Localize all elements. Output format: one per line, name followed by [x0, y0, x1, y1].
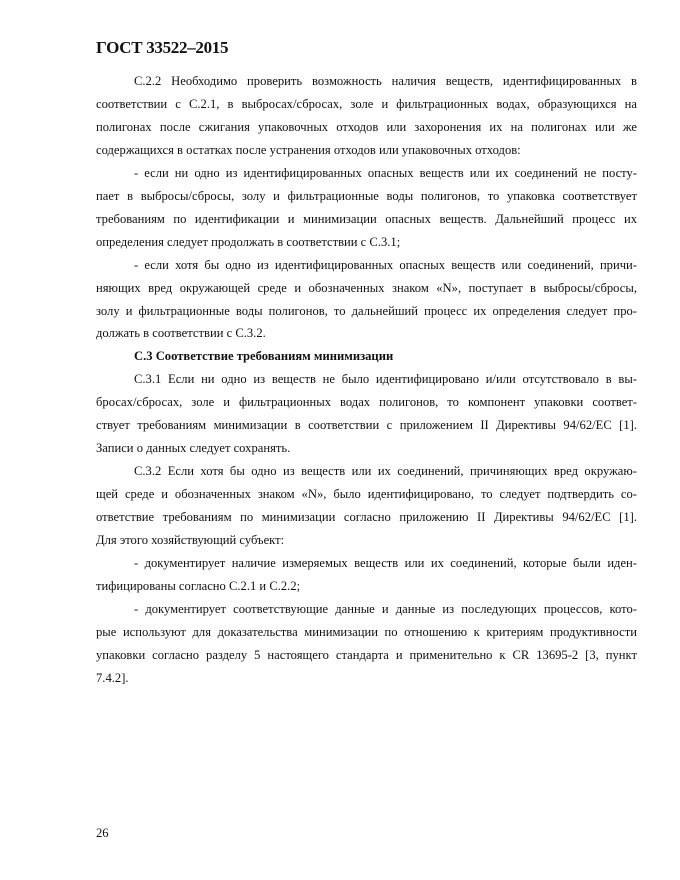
text-line: содержащихся в остатках после устранения отходов или упаковочных отходов: — [96, 142, 521, 157]
text-line: 7.4.2]. — [96, 670, 129, 685]
section-heading: С.3 Соответствие требованиям минимизации — [134, 349, 394, 364]
text-line: ответствие требованиям по минимизации согласно приложению II Директивы 94/62/ЕС [1]. — [96, 510, 637, 525]
text-line: соответствии с С.2.1, в выбросах/сбросах, золе и фильтрационных водах, образующихся на — [96, 96, 637, 111]
text-line: - если ни одно из идентифицированных опасных веществ или их соединений не посту- — [134, 165, 637, 180]
text-line: Записи о данных следует сохранять. — [96, 441, 291, 456]
text-line: полигонах после сжигания упаковочных отходов или захоронения их на полигонах или же — [96, 119, 637, 134]
document-body — [96, 70, 637, 690]
text-line: золу и фильтрационные воды полигонов, то дальнейший процесс их определения следует про- — [96, 303, 637, 318]
text-line: С.2.2 Необходимо проверить возможность наличия веществ, идентифицированных в — [134, 74, 637, 88]
document-header: ГОСТ 33522–2015 — [96, 38, 229, 57]
text-line: требованиям по идентификации и минимизации опасных веществ. Дальнейший процесс их — [96, 211, 637, 226]
text-line: щей среде и обозначенных знаком «N», было идентифицировано, то следует подтвердить со- — [96, 487, 637, 502]
text-line: С.3.2 Если хотя бы одно из веществ или их соединений, причиняющих вред окружаю- — [134, 464, 637, 479]
text-line: рые используют для доказательства минимизации по отношению к критериям продуктивности — [96, 624, 637, 639]
text-line: - документирует соответствующие данные и данные из последующих процессов, кото- — [134, 601, 637, 616]
text-line: С.3.1 Если ни одно из веществ не было идентифицировано и/или отсутствовало в вы- — [134, 372, 637, 387]
text-line: - если хотя бы одно из идентифицированных опасных веществ или соединений, причи- — [134, 257, 637, 272]
text-line: бросах/сбросах, золе и фильтрационных водах полигонов, то компонент упаковки соответ- — [96, 395, 637, 410]
text-line: пает в выбросы/сбросы, золу и фильтрационные воды полигонов, то упаковка соответствует — [96, 188, 637, 203]
text-line: няющих вред окружающей среде и обозначенных знаком «N», поступает в выбросы/сбросы, — [96, 280, 637, 295]
text-line: тифицированы согласно С.2.1 и С.2.2; — [96, 578, 301, 593]
text-line: должать в соответствии с С.3.2. — [96, 326, 266, 341]
text-line: - документирует наличие измеряемых веществ или их соединений, которые были иден- — [134, 556, 637, 571]
page-number: 26 — [96, 826, 109, 840]
text-line: определения следует продолжать в соответствии с С.3.1; — [96, 234, 401, 249]
text-line: Для этого хозяйствующий субъект: — [96, 533, 285, 548]
text-line: ствует требованиям минимизации в соответствии с приложением II Директивы 94/62/ЕС [1]. — [96, 418, 637, 433]
text-line: упаковки согласно разделу 5 настоящего стандарта и применительно к CR 13695-2 [3, пункт — [96, 647, 637, 662]
